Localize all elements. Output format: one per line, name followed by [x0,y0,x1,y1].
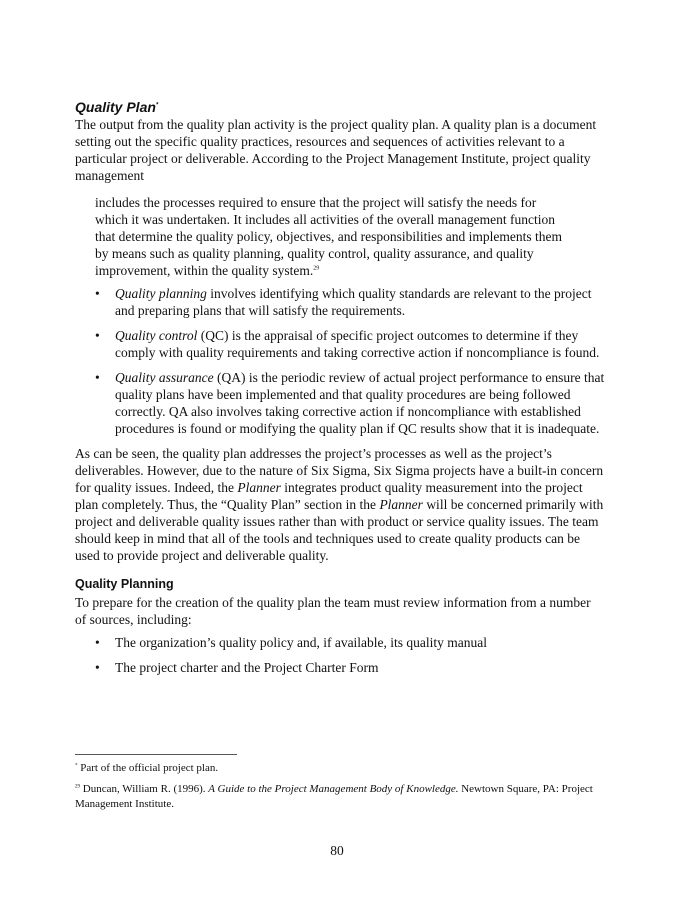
footnote-mark: 29 [75,784,80,790]
block-quote-text: includes the processes required to ensure that the project will satisfy the needs for which it was undertaken. It includes all activities of the overall management function that determine the quality policy, objectives, and responsibilities and implements them by means such as quality planning, quality control, quality assurance, and quality improvement, within the quality system. [95,195,563,278]
list-item [75,327,605,361]
list-item-text: The project charter and the Project Charter Form [115,660,379,675]
bullet-icon: • [95,328,100,343]
footnote-text: Newtown Square, PA: Project Management Institute. [75,783,593,810]
footnote-marker-star: * [155,102,159,109]
quality-bullet-list [75,285,605,437]
discussion-text: will be concerned primarily with project and deliverable quality issues rather than with product or service quality issues. The team should keep in mind that all of the tools and techniques used to create quality products can be used to provide project and deliverable quality. [75,497,604,563]
section-heading [75,98,605,116]
page-number: 80 [330,843,344,858]
list-item-term: Quality assurance [115,370,214,385]
sources-bullet-list [75,634,605,676]
footnote-title: A Guide to the Project Management Body of Knowledge. [208,783,459,795]
bullet-icon: • [95,370,100,385]
footnotes [75,761,600,818]
footnote [75,782,600,812]
footnote-marker-29: 29 [313,265,320,272]
sources-intro: To prepare for the creation of the quality plan the team must review information from a number of sources, including: [75,595,591,627]
list-item [75,285,605,319]
footnote-mark: * [75,763,78,769]
list-item-text: involves identifying which quality standards are relevant to the project and preparing plans that will satisfy the requirements. [115,286,592,318]
intro-paragraph: The output from the quality plan activity is the project quality plan. A quality plan is a document setting out the specific quality practices, resources and sequences of activities relevant to a particular project or deliverable. According to the Project Management Institute, project quality management [75,117,597,183]
list-item-text: (QC) is the appraisal of specific project outcomes to determine if they comply with quality requirements and taking corrective action if noncompliance is found. [115,328,600,360]
footnote-text: Duncan, William R. (1996). [80,783,209,795]
planner-term: Planner [379,497,423,512]
list-item [75,369,605,437]
main-content [75,98,605,684]
list-item-text: (QA) is the periodic review of actual project performance to ensure that quality plans have been implemented and that quality procedures are being followed correctly. QA also involves taking corrective action if noncompliance with established procedures is found or modifying the quality plan if QC results show that it is inadequate. [115,370,605,436]
list-item [75,659,605,676]
list-item-term: Quality control [115,328,198,343]
footnote-divider [75,754,237,755]
footnote-text: Part of the official project plan. [77,762,219,774]
list-item-term: Quality planning [115,286,207,301]
bullet-icon: • [95,660,100,675]
planner-term: Planner [237,480,281,495]
footnote [75,761,600,776]
list-item-text: The organization’s quality policy and, if available, its quality manual [115,635,488,650]
section-heading-text: Quality Plan [75,99,156,115]
discussion-paragraph [75,445,605,564]
subsection-heading: Quality Planning [75,577,174,591]
bullet-icon: • [95,635,100,650]
discussion-text: As can be seen, the quality plan addresses the project’s processes as well as the project’s deliverables. However, due to the nature of Six Sigma, Six Sigma projects have a built-in concern for quality issues. Indeed, the [75,446,604,495]
block-quote [95,194,565,279]
list-item [75,634,605,651]
discussion-text: integrates product quality measurement into the project plan completely. Thus, the “Quality Plan” section in the [75,480,583,512]
bullet-icon: • [95,286,100,301]
